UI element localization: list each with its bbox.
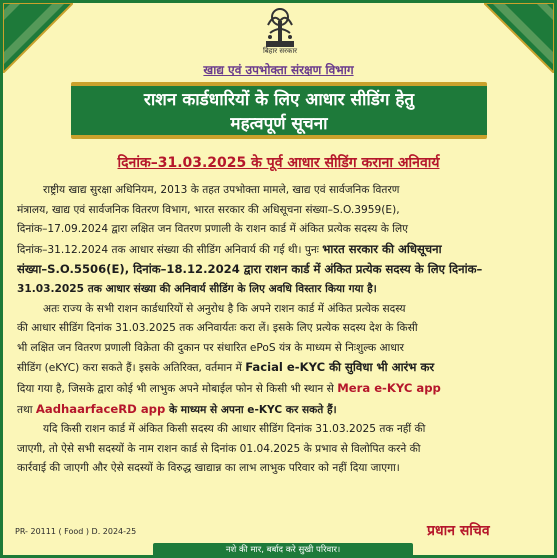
footer-slogan: नशे की मार, बर्बाद करे सुखी परिवार।	[153, 543, 413, 558]
pr-number: PR- 20111 ( Food ) D. 2024-25	[15, 527, 137, 536]
para1-line4-bold: भारत सरकार की अधिसूचना	[322, 241, 442, 256]
department-name: खाद्य एवं उपभोक्ता संरक्षण विभाग	[203, 63, 354, 77]
signature-principal-secretary: प्रधान सचिव	[427, 523, 490, 539]
para2-line1: अतः राज्य के सभी राशन कार्डधारियों से अनुरोध है कि अपने राशन कार्ड में अंकित प्रत्येक सदस्य	[43, 302, 406, 315]
para2-line6-suffix: के माध्यम से अपना e-KYC कर सकते हैं।	[165, 403, 337, 416]
para2-line4-text: सीडिंग (eKYC) करा सकते हैं। इसके अतिरिक्त, वर्तमान में	[17, 362, 246, 375]
para1-line6: 31.03.2025 तक आधार संख्या की अनिवार्य सीडिंग के लिए अवधि विस्तार किया गया है।	[17, 282, 377, 295]
title-line-2: महत्वपूर्ण सूचना	[230, 114, 328, 134]
notice-body	[17, 181, 547, 479]
para1-line5: संख्या–S.O.5506(E), दिनांक–18.12.2024 द्वारा राशन कार्ड में अंकित प्रत्येक सदस्य के लिए दिनांक–	[17, 262, 483, 277]
title-banner	[71, 82, 487, 139]
para1-line4-text: दिनांक–31.12.2024 तक आधार संख्या की सीडिंग अनिवार्य की गई थी। पुनः	[17, 243, 323, 256]
para3-line1: यदि किसी राशन कार्ड में अंकित किसी सदस्य की आधार सीडिंग दिनांक 31.03.2025 तक नहीं की	[43, 423, 426, 436]
para2-line6-prefix: तथा	[17, 403, 36, 416]
para1-line4	[17, 240, 547, 261]
para2-line2: की आधार सीडिंग दिनांक 31.03.2025 तक अनिवार्यतः करा लें। इसके लिए प्रत्येक सदस्य देश के किसी	[17, 322, 418, 335]
deadline-subheading: दिनांक–31.03.2025 के पूर्व आधार सीडिंग कराना अनिवार्य	[117, 155, 440, 171]
paragraph-1	[17, 181, 547, 300]
emblem-caption: बिहार सरकार	[262, 47, 298, 55]
para2-line4	[17, 358, 547, 379]
para3-line2: जाएगी, तो ऐसे सभी सदस्यों के नाम राशन कार्ड से दिनांक 01.04.2025 के प्रभाव से विलोपित करने की	[17, 442, 421, 455]
para1-line2: मंत्रालय, खाद्य एवं सार्वजनिक वितरण विभाग, भारत सरकार की अधिसूचना संख्या–S.O.3959(E),	[17, 203, 400, 216]
para3-line3: कार्रवाई की जाएगी और ऐसे सदस्यों के विरुद्ध खाद्यान्न का लाभ लाभुक परिवार को नहीं दिया जाएगा।	[17, 462, 400, 475]
para2-line5-text: दिया गया है, जिसके द्वारा कोई भी लाभुक अपने मोबाईल फोन से किसी भी स्थान से	[17, 382, 338, 395]
para2-line3: भी लक्षित जन वितरण प्रणाली विक्रेता की दुकान पर संधारित ePoS यंत्र के माध्यम से निःशुल्क आधार	[17, 341, 404, 354]
bihar-emblem-icon	[260, 7, 300, 51]
title-line-1: राशन कार्डधारियों के लिए आधार सीडिंग हेतु	[143, 90, 415, 110]
paragraph-2	[17, 300, 547, 421]
aadhaarfacerd-app-highlight: AadhaarfaceRD app	[35, 401, 166, 416]
para1-line1: राष्ट्रीय खाद्य सुरक्षा अधिनियम, 2013 के तहत उपभोक्ता मामले, खाद्य एवं सार्वजनिक वितरण	[43, 184, 400, 196]
facial-ekyc-highlight: Facial e-KYC की सुविधा भी आरंभ कर	[245, 360, 435, 375]
para2-line5	[17, 379, 547, 400]
mera-ekyc-app-highlight: Mera e-KYC app	[337, 380, 441, 395]
paragraph-3	[17, 420, 547, 479]
para2-line6	[17, 400, 547, 421]
para1-line3: दिनांक–17.09.2024 द्वारा लक्षित जन वितरण प्रणाली के राशन कार्ड में अंकित प्रत्येक सदस्य के लिए	[17, 223, 408, 236]
